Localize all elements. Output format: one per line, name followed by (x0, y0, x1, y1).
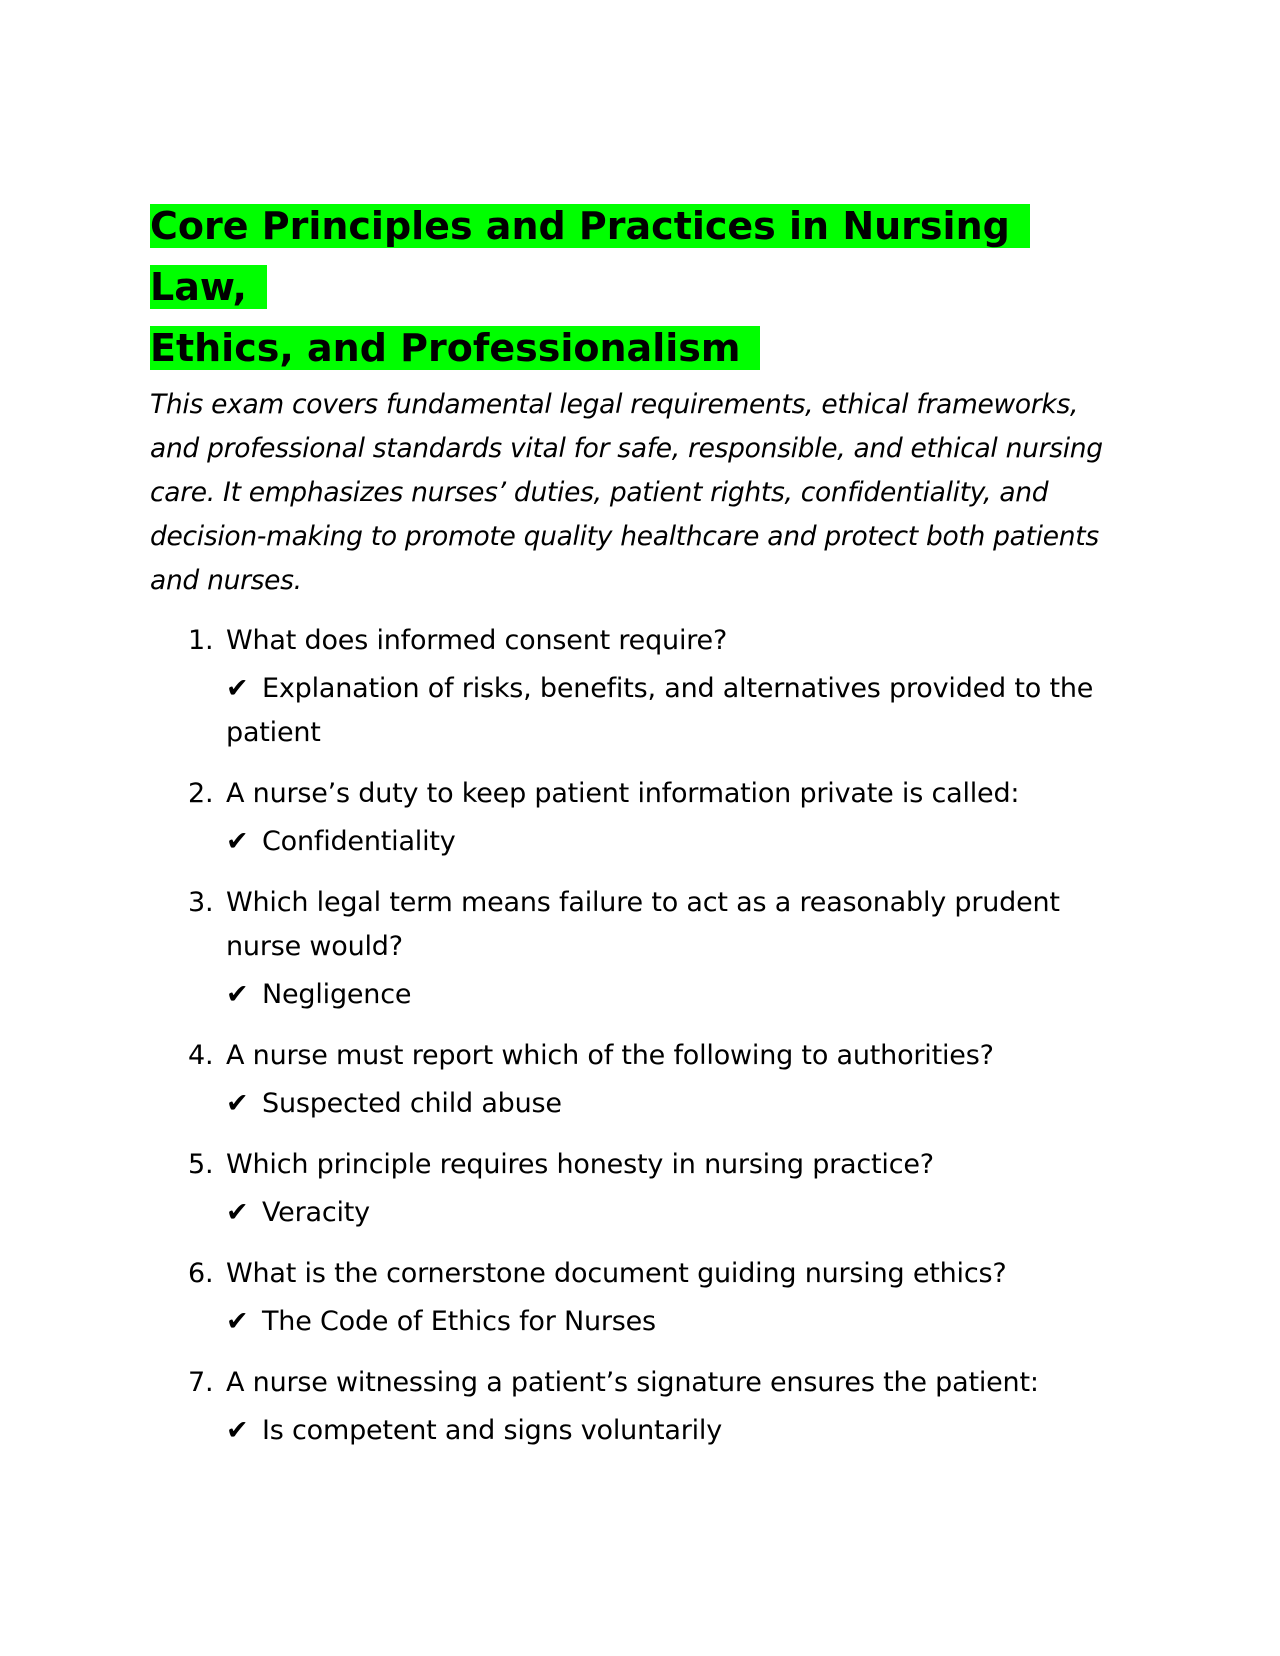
intro-paragraph: This exam covers fundamental legal requirements, ethical frameworks, and professional standards vital for safe, responsible, and ethical nursing care. It emphasizes nurses’ duties, patient rights, confidentiality, and decision-making to promote quality healthcare and protect both patients and nurses. (150, 389, 1103, 596)
check-mark-icon: ✔ (226, 1306, 249, 1337)
question-text: A nurse witnessing a patient’s signature ensures the patient: (226, 1367, 1039, 1398)
answer (226, 667, 1130, 755)
answer-text: Confidentiality (262, 826, 456, 857)
answer (226, 973, 1130, 1017)
question-number: 4. (188, 1040, 214, 1071)
answer-text: Suspected child abuse (262, 1088, 562, 1119)
check-mark-icon: ✔ (226, 826, 249, 857)
question-item (150, 619, 1130, 755)
question-item (150, 1034, 1130, 1126)
answer (226, 1300, 1130, 1344)
answer-text: Veracity (262, 1197, 370, 1228)
question-text: A nurse’s duty to keep patient information private is called: (226, 778, 1020, 809)
question-number: 7. (188, 1367, 214, 1398)
question-item (150, 772, 1130, 864)
question-text: What is the cornerstone document guiding nursing ethics? (226, 1258, 1007, 1289)
question-number: 1. (188, 625, 214, 656)
question-item (150, 1361, 1130, 1453)
question-text: Which principle requires honesty in nursing practice? (226, 1149, 934, 1180)
question-text: Which legal term means failure to act as a reasonably prudent nurse would? (226, 887, 1060, 962)
check-mark-icon: ✔ (226, 979, 249, 1010)
answer (226, 1409, 1130, 1453)
check-mark-icon: ✔ (226, 1088, 249, 1119)
question-number: 2. (188, 778, 214, 809)
question-item (150, 1143, 1130, 1235)
check-mark-icon: ✔ (226, 1197, 249, 1228)
question-text: A nurse must report which of the following to authorities? (226, 1040, 994, 1071)
answer-text: Is competent and signs voluntarily (262, 1415, 722, 1446)
answer-text: The Code of Ethics for Nurses (262, 1306, 656, 1337)
answer (226, 820, 1130, 864)
answer (226, 1082, 1130, 1126)
question-number: 3. (188, 887, 214, 918)
question-text: What does informed consent require? (226, 625, 728, 656)
question-number: 5. (188, 1149, 214, 1180)
title-highlight: Core Principles and Practices in Nursing Law, Ethics, and Professionalism (150, 204, 1030, 370)
document-page (150, 196, 1130, 1470)
question-list (150, 619, 1130, 1453)
answer (226, 1191, 1130, 1235)
check-mark-icon: ✔ (226, 1415, 249, 1446)
question-item (150, 1252, 1130, 1344)
document-title (150, 196, 1130, 379)
question-number: 6. (188, 1258, 214, 1289)
answer-text: Explanation of risks, benefits, and alternatives provided to the patient (226, 673, 1094, 748)
check-mark-icon: ✔ (226, 673, 249, 704)
question-item (150, 881, 1130, 1017)
answer-text: Negligence (262, 979, 412, 1010)
